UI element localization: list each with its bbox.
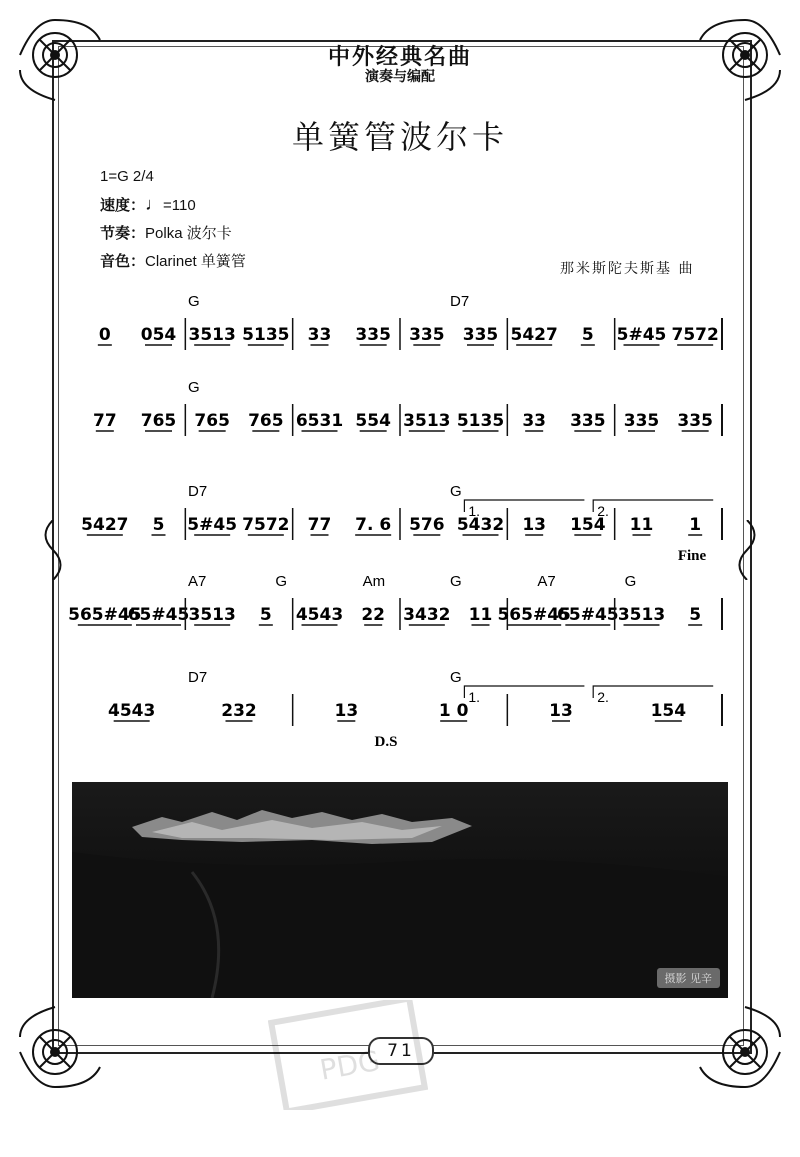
- note-group: 13: [522, 515, 547, 535]
- chord-symbol: G: [188, 293, 200, 310]
- note-group: 3513: [188, 325, 236, 345]
- key-signature: 1=G 2/4: [100, 168, 154, 185]
- volta-bracket: [464, 500, 584, 512]
- note-group: 1 0: [438, 701, 469, 721]
- volta-label: 1.: [468, 503, 481, 519]
- note-group: 335: [570, 411, 606, 431]
- note-group: 5#45: [616, 325, 667, 345]
- note-group: 5427: [81, 515, 129, 535]
- chord-symbol: G: [450, 483, 462, 500]
- chord-symbol: G: [275, 573, 288, 590]
- note-group: 0: [98, 325, 111, 345]
- note-group: 4543: [108, 701, 156, 721]
- note-group: 565#45: [497, 605, 571, 625]
- watermark-stamp: [268, 1000, 428, 1110]
- series-title: 中外经典名曲: [327, 44, 472, 70]
- note-group: 335: [677, 411, 713, 431]
- note-group: 5: [581, 325, 594, 345]
- score-marking: D.S: [374, 734, 398, 750]
- note-group: 335: [462, 325, 499, 345]
- note-group: 5427: [510, 325, 558, 345]
- chord-symbol: G: [188, 379, 200, 396]
- mountain-silhouette-icon: [72, 782, 728, 998]
- note-group: 7572: [671, 325, 719, 345]
- chord-symbol: Am: [362, 573, 386, 590]
- volta-bracket: [593, 686, 713, 698]
- note-group: 154: [570, 515, 606, 535]
- note-group: 77: [307, 515, 332, 535]
- note-group: 5432: [456, 515, 505, 535]
- note-group: 1: [689, 515, 702, 535]
- note-group: 5135: [242, 325, 290, 345]
- song-title: 单簧管波尔卡: [291, 118, 508, 156]
- quarter-note-icon: ♩: [145, 194, 164, 214]
- rhythm-value: Polka 波尔卡: [145, 225, 232, 242]
- series-subtitle: 演奏与编配: [365, 69, 435, 85]
- note-group: 5#45: [187, 515, 238, 535]
- note-group: 335: [355, 325, 391, 345]
- note-group: 3513: [403, 411, 451, 431]
- landscape-photo: [72, 782, 728, 998]
- note-group: 232: [221, 701, 257, 721]
- note-group: 765: [194, 411, 230, 431]
- volta-label: 2.: [597, 689, 609, 705]
- chord-symbol: D7: [188, 483, 208, 500]
- note-group: 054: [140, 325, 177, 345]
- note-group: 11: [629, 515, 654, 535]
- composer-credit: 那米斯陀夫斯基 曲: [560, 261, 695, 277]
- rhythm-label: 节奏：: [100, 225, 146, 242]
- watermark-text: PDG: [317, 1043, 383, 1087]
- chord-symbol: D7: [188, 669, 208, 686]
- tempo-label: 速度：: [100, 197, 146, 214]
- note-group: 13: [334, 701, 359, 721]
- note-group: 33: [522, 411, 547, 431]
- volta-bracket: [464, 686, 584, 698]
- chord-symbol: G: [450, 669, 462, 686]
- note-group: 554: [355, 411, 391, 431]
- volta-bracket: [593, 500, 713, 512]
- note-group: 5: [152, 515, 165, 535]
- score-marking: Fine: [677, 548, 707, 564]
- note-group: 154: [650, 701, 687, 721]
- note-group: 3513: [188, 605, 236, 625]
- volta-label: 2.: [597, 503, 609, 519]
- note-group: 765: [140, 411, 177, 431]
- photo-caption: 摄影 见辛: [657, 968, 721, 988]
- chord-symbol: G: [624, 573, 637, 590]
- note-group: 335: [409, 325, 445, 345]
- note-group: 33: [307, 325, 332, 345]
- timbre-label: 音色：: [100, 253, 146, 270]
- volta-label: 1.: [468, 689, 481, 705]
- note-group: 65#45: [557, 605, 619, 625]
- note-group: 6531: [295, 411, 344, 431]
- note-group: 335: [623, 411, 660, 431]
- chord-symbol: G: [450, 573, 462, 590]
- note-group: 22: [361, 605, 386, 625]
- chord-symbol: A7: [537, 573, 556, 590]
- tempo-value: =110: [163, 197, 196, 214]
- timbre-value: Clarinet 单簧管: [145, 253, 246, 270]
- page-number: 71: [368, 1037, 434, 1065]
- note-group: 77: [92, 411, 117, 431]
- note-group: 65#45: [127, 605, 190, 625]
- note-group: 7572: [242, 515, 290, 535]
- note-group: 7. 6: [355, 515, 392, 535]
- note-group: 4543: [295, 605, 344, 625]
- note-group: 11: [468, 605, 493, 625]
- note-group: 565#45: [68, 605, 142, 625]
- note-group: 3513: [617, 605, 666, 625]
- note-group: 765: [248, 411, 284, 431]
- note-group: 13: [549, 701, 573, 721]
- note-group: 576: [409, 515, 445, 535]
- chord-symbol: D7: [450, 293, 470, 310]
- note-group: 3432: [403, 605, 451, 625]
- note-group: 5: [259, 605, 272, 625]
- note-group: 5: [689, 605, 702, 625]
- chord-symbol: A7: [188, 573, 207, 590]
- note-group: 5135: [456, 411, 505, 431]
